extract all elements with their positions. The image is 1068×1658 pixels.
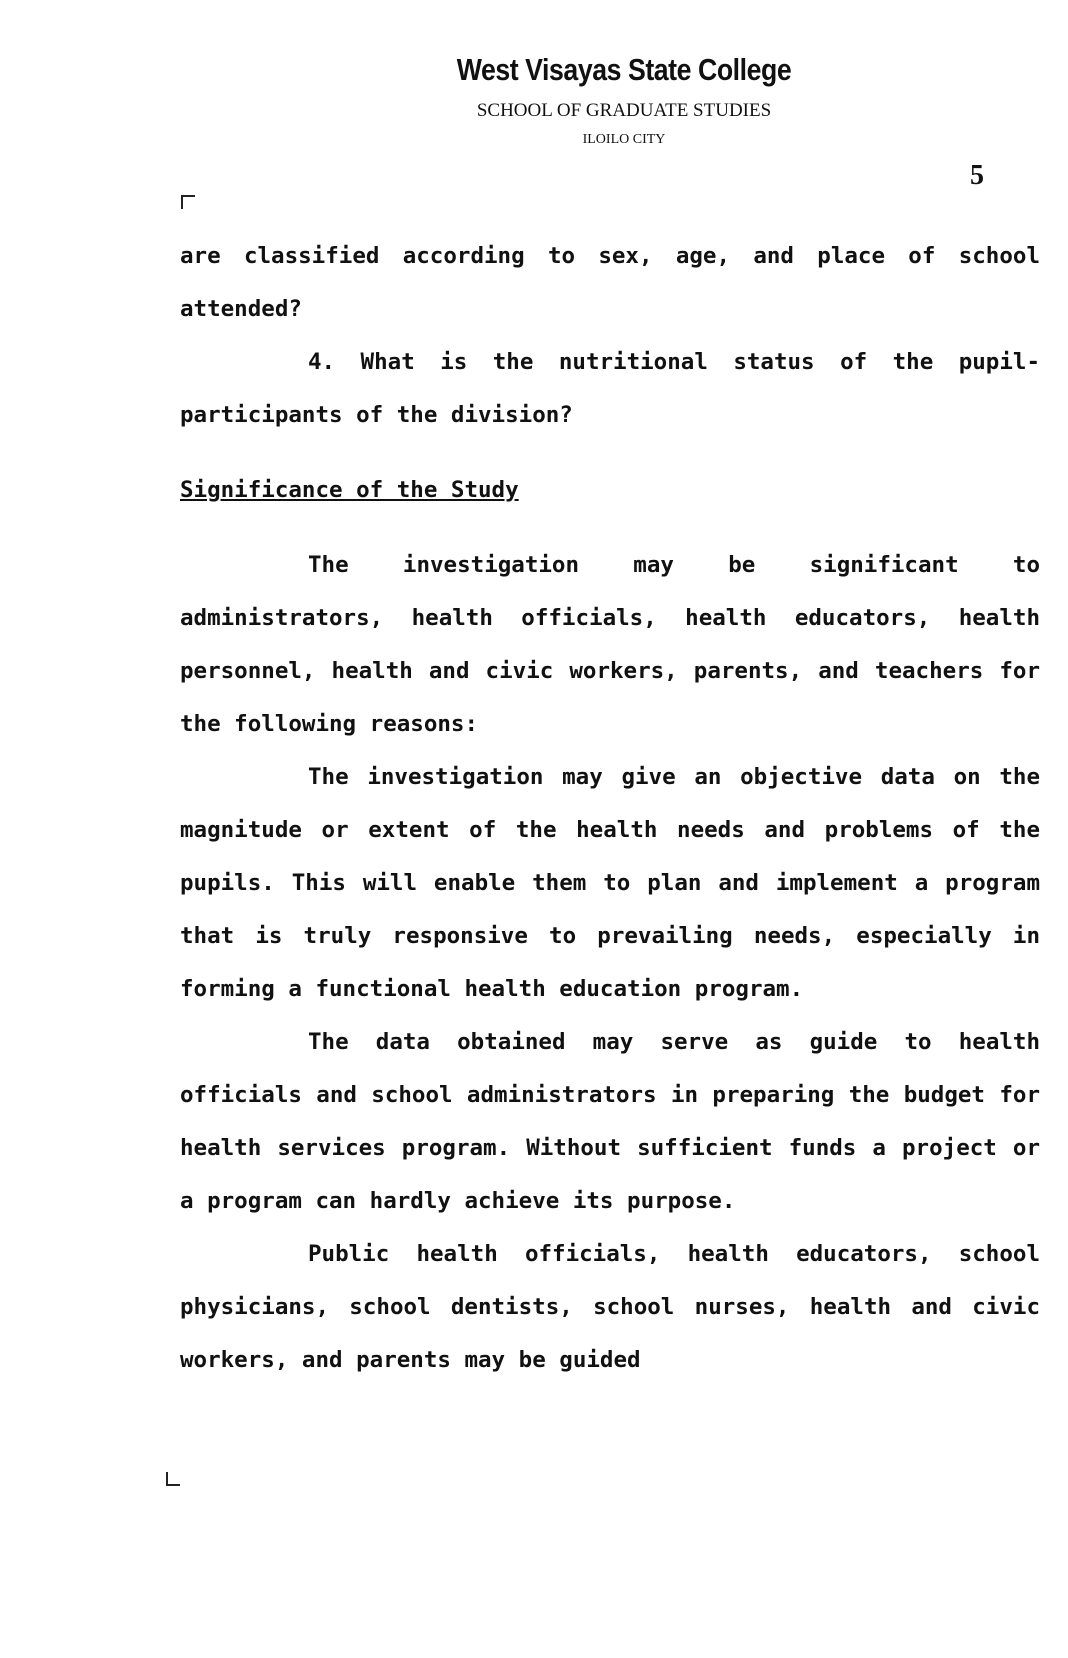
paragraph-continuation: are classified according to sex, age, and place of school attended? (180, 243, 1040, 322)
paragraph-public-health: Public health officials, health educators, school physicians, school dentists, school nurses, health and civic workers, and parents may be guided (180, 1241, 1040, 1373)
page-number: 5 (970, 160, 984, 191)
letterhead-city: ILOILO CITY (582, 132, 666, 147)
paragraph-objective-data: The investigation may give an objective data on the magnitude or extent of the health needs and problems of the pupils. This will enable them to plan and implement a program that is truly responsive to prevailing needs, especially in forming a functional health education program. (180, 764, 1040, 1002)
crop-mark-top-left (181, 195, 195, 209)
paragraph-budget-guide: The data obtained may serve as guide to health officials and school administrators in preparing the budget for health services program. Without sufficient funds a project or a program can hardly achieve its purpose. (180, 1029, 1040, 1214)
crop-mark-bottom-left (166, 1472, 180, 1486)
section-heading: Significance of the Study (180, 477, 519, 503)
letterhead-school: SCHOOL OF GRADUATE STUDIES (476, 100, 772, 121)
paragraph-question-4: 4. What is the nutritional status of the pupil-participants of the division? (180, 349, 1040, 428)
letterhead-institution: West Visayas State College (456, 52, 792, 87)
body-text (180, 230, 1040, 1387)
paragraph-significance-intro: The investigation may be significant to administrators, health officials, health educators, health personnel, health and civic workers, parents, and teachers for the following reasons: (180, 552, 1040, 737)
